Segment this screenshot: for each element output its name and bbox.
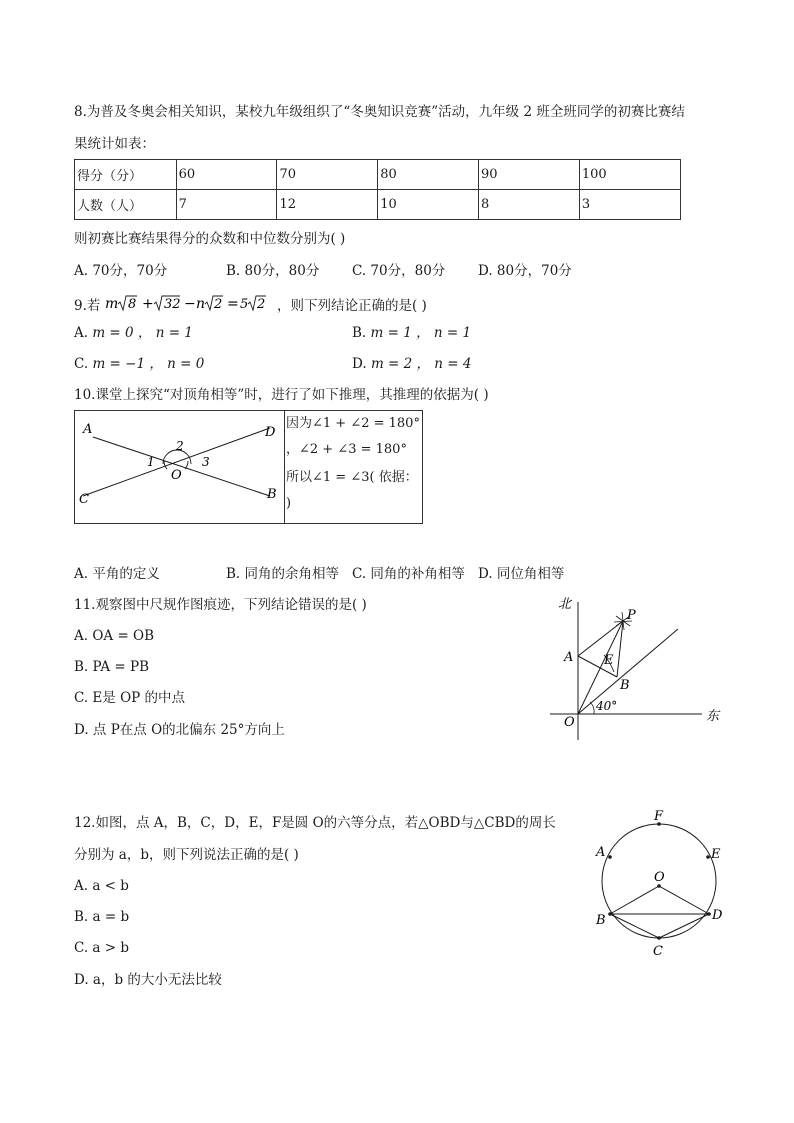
q12-line1: 12.如图，点 A，B，C，D，E，F是圆 O的六等分点，若△OBD与△CBD的周长 (74, 815, 556, 831)
svg-text:32: 32 (163, 297, 181, 312)
q11-option-c: C. E是 OP 的中点 (74, 690, 186, 706)
q12-option-b: B. a = b (74, 909, 130, 925)
table-cell: 得分（分） (75, 160, 177, 190)
q10-box-divider (284, 411, 285, 523)
q10-reason-4: ) (286, 496, 292, 511)
q12-option-d: D. a，b 的大小无法比较 (74, 972, 222, 988)
q9-option-a (74, 324, 193, 342)
q9-equation-svg (105, 293, 273, 315)
east-label: 东 (706, 709, 720, 724)
q8-option-d: D. 80分，70分 (478, 263, 572, 279)
table-cell: 60 (176, 160, 277, 190)
point-b-label: B (596, 913, 606, 928)
q9-option-b (352, 324, 471, 342)
q9-option-c-label: C. (74, 356, 89, 372)
label-o: O (171, 468, 182, 483)
q9-option-c (74, 355, 204, 373)
q8-line2: 果统计如表： (74, 136, 155, 152)
q10-reason-1: 因为∠1 + ∠2 = 180° (286, 416, 420, 431)
label-a: A (83, 422, 93, 437)
point-a-label: A (564, 650, 574, 665)
q9-equation (105, 293, 273, 320)
q10-option-a: A. 平角的定义 (74, 566, 160, 582)
q10-option-b: B. 同角的余角相等 (226, 566, 340, 582)
svg-text:=: = (226, 296, 239, 312)
q12-option-c: C. a > b (74, 940, 130, 956)
table-cell: 10 (378, 190, 479, 220)
point-o-label: O (564, 715, 575, 730)
q10-question: 10.课堂上探究“对顶角相等”时，进行了如下推理，其推理的依据为( ) (74, 387, 489, 403)
q8-line1: 8.为普及冬奥会相关知识，某校九年级组织了“冬奥知识竞赛”活动，九年级 2 班全班同学的初赛比赛结 (74, 104, 685, 120)
table-cell: 3 (579, 190, 680, 220)
q11-option-d: D. 点 P在点 O的北偏东 25°方向上 (74, 722, 285, 738)
point-p-label: P (627, 608, 636, 623)
table-row (75, 160, 681, 190)
q9-option-a-text: m = 0 ， n = 1 (92, 325, 193, 341)
q9-option-d-label: D. (352, 356, 367, 372)
table-cell: 7 (176, 190, 277, 220)
angle-3-label: 3 (202, 455, 210, 469)
q9-stem (74, 293, 427, 320)
q9-option-b-text: m = 1 ， n = 1 (370, 325, 472, 341)
q10-reason-3: 所以∠1 = ∠3( 依据： (286, 470, 418, 485)
q9-option-a-label: A. (74, 325, 89, 341)
q11-option-b: B. PA = PB (74, 659, 149, 675)
table-cell: 12 (277, 190, 378, 220)
point-a-label: A (596, 845, 606, 860)
svg-text:5: 5 (239, 297, 248, 312)
svg-text:2: 2 (256, 297, 265, 312)
q9-option-c-text: m = −1 ， n = 0 (92, 356, 205, 372)
point-o-label: O (654, 870, 665, 885)
north-label: 北 (558, 597, 572, 612)
angle-1-label: 1 (147, 455, 155, 469)
q9-prefix: 9.若 (74, 298, 101, 314)
angle-40-label: 40° (596, 699, 618, 713)
point-e-label: E (711, 847, 721, 862)
q8-option-b: B. 80分，80分 (226, 263, 320, 279)
table-cell: 70 (277, 160, 378, 190)
svg-text:m: m (104, 296, 118, 312)
q9-option-b-label: B. (352, 325, 367, 341)
q9-suffix: ，则下列结论正确的是( ) (276, 298, 427, 314)
q11-question: 11.观察图中尺规作图痕迹，下列结论错误的是( ) (74, 597, 367, 613)
table-cell: 人数（人） (75, 190, 177, 220)
compass-construction-figure (550, 592, 730, 742)
q11-option-a: A. OA = OB (74, 628, 155, 644)
label-d: D (265, 425, 276, 440)
q12-option-a: A. a < b (74, 878, 129, 894)
svg-text:+: + (141, 296, 154, 312)
score-table (74, 159, 681, 220)
table-cell: 8 (479, 190, 580, 220)
svg-text:n: n (195, 296, 205, 312)
point-e-label: E (604, 653, 614, 668)
q10-figure-box (74, 410, 423, 524)
vertical-angles-figure (75, 411, 284, 523)
table-cell: 90 (479, 160, 580, 190)
q8-option-c: C. 70分，80分 (352, 263, 446, 279)
table-row (75, 190, 681, 220)
hexagon-circle-figure (588, 810, 738, 960)
angle-2-label: 2 (176, 439, 184, 453)
q10-option-d: D. 同位角相等 (478, 566, 565, 582)
point-c-label: C (653, 944, 663, 959)
svg-text:8: 8 (127, 297, 136, 312)
label-b: B (267, 487, 277, 502)
svg-text:2: 2 (213, 297, 222, 312)
point-d-label: D (712, 908, 723, 923)
point-b-label: B (620, 678, 630, 693)
svg-text:−: − (183, 296, 196, 312)
q10-option-c: C. 同角的补角相等 (352, 566, 465, 582)
q12-line2: 分别为 a，b，则下列说法正确的是( ) (74, 847, 299, 863)
q9-option-d (352, 355, 471, 373)
point-f-label: F (654, 810, 664, 824)
table-cell: 80 (378, 160, 479, 190)
q9-option-d-text: m = 2 ， n = 4 (370, 356, 472, 372)
table-cell: 100 (579, 160, 680, 190)
q8-question: 则初赛比赛结果得分的众数和中位数分别为( ) (74, 231, 346, 247)
q10-reason-2: ，∠2 + ∠3 = 180° (286, 442, 407, 457)
q8-option-a: A. 70分，70分 (74, 263, 168, 279)
label-c: C (79, 492, 89, 507)
